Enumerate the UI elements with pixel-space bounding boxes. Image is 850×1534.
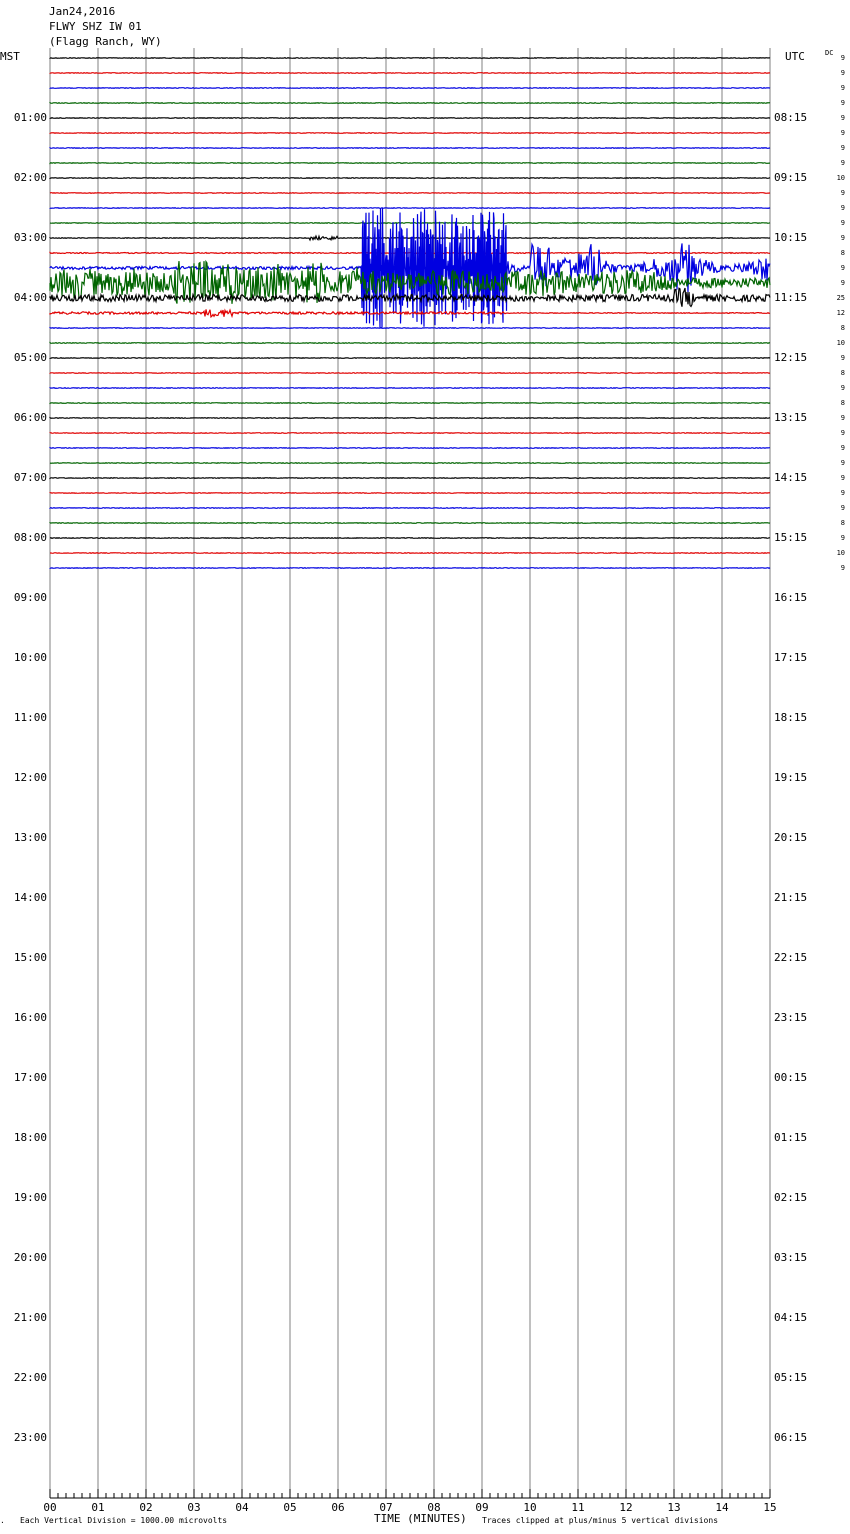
y-left-label: 11:00 xyxy=(13,711,47,724)
y-right-label: 02:15 xyxy=(774,1191,808,1204)
y-right-label: 18:15 xyxy=(774,711,808,724)
trace-line-14 xyxy=(50,208,770,328)
y-right-label: 17:15 xyxy=(774,651,808,664)
trace-line-9 xyxy=(50,193,770,194)
trace-line-4 xyxy=(50,118,770,119)
y-right-label: 21:15 xyxy=(774,891,808,904)
trace-line-26 xyxy=(50,448,770,449)
dc-offset-label: 8 xyxy=(840,369,845,377)
y-left-label: 08:00 xyxy=(13,531,47,544)
trace-line-28 xyxy=(50,478,770,479)
trace-line-3 xyxy=(50,103,770,104)
dc-offset-label: 12 xyxy=(836,309,845,317)
dc-offset-label: 10 xyxy=(836,174,845,182)
y-left-label: 20:00 xyxy=(13,1251,47,1264)
dc-offset-label: 9 xyxy=(840,534,845,542)
dc-offset-label: 8 xyxy=(840,324,845,332)
y-left-label: 17:00 xyxy=(13,1071,47,1084)
y-left-label: 21:00 xyxy=(13,1311,47,1324)
x-tick-label: 14 xyxy=(715,1501,729,1514)
x-tick-label: 00 xyxy=(43,1501,57,1514)
y-left-label: 12:00 xyxy=(13,771,47,784)
dc-offset-label: 9 xyxy=(840,564,845,572)
trace-line-32 xyxy=(50,538,770,539)
dc-offset-label: 10 xyxy=(836,339,845,347)
y-left-label: 22:00 xyxy=(13,1371,47,1384)
x-tick-label: 02 xyxy=(139,1501,153,1514)
trace-line-31 xyxy=(50,523,770,524)
trace-line-19 xyxy=(50,343,770,344)
trace-line-24 xyxy=(50,418,770,419)
y-left-label: 05:00 xyxy=(13,351,47,364)
y-right-label: 12:15 xyxy=(774,351,808,364)
dc-offset-label: 9 xyxy=(840,69,845,77)
y-left-label: 01:00 xyxy=(13,111,47,124)
x-tick-label: 07 xyxy=(379,1501,393,1514)
y-right-label: 13:15 xyxy=(774,411,808,424)
trace-line-1 xyxy=(50,73,770,74)
y-right-label: 20:15 xyxy=(774,831,808,844)
dc-offset-label: 9 xyxy=(840,384,845,392)
dc-offset-label: 9 xyxy=(840,414,845,422)
dc-offset-label: 9 xyxy=(840,144,845,152)
y-right-label: 19:15 xyxy=(774,771,808,784)
x-tick-label: 08 xyxy=(427,1501,441,1514)
dc-offset-label: 9 xyxy=(840,459,845,467)
dc-title: DC xyxy=(825,49,834,57)
y-left-label: 19:00 xyxy=(13,1191,47,1204)
trace-line-21 xyxy=(50,373,770,374)
y-left-label: 04:00 xyxy=(13,291,47,304)
trace-line-25 xyxy=(50,433,770,434)
y-left-label: 16:00 xyxy=(13,1011,47,1024)
trace-line-27 xyxy=(50,463,770,464)
y-left-label: 10:00 xyxy=(13,651,47,664)
trace-line-16 xyxy=(50,288,770,307)
trace-line-29 xyxy=(50,493,770,494)
y-left-label: 06:00 xyxy=(13,411,47,424)
y-right-label: 10:15 xyxy=(774,231,808,244)
x-tick-label: 09 xyxy=(475,1501,489,1514)
trace-line-17 xyxy=(50,309,770,317)
y-right-label: 03:15 xyxy=(774,1251,808,1264)
x-tick-label: 01 xyxy=(91,1501,105,1514)
x-tick-label: 03 xyxy=(187,1501,201,1514)
y-left-label: 15:00 xyxy=(13,951,47,964)
x-tick-label: 13 xyxy=(667,1501,681,1514)
trace-line-13 xyxy=(50,253,770,254)
trace-line-0 xyxy=(50,58,770,59)
trace-line-22 xyxy=(50,388,770,389)
y-right-label: 16:15 xyxy=(774,591,808,604)
x-tick-label: 15 xyxy=(763,1501,777,1514)
dc-offset-label: 8 xyxy=(840,519,845,527)
left-axis-title: MST xyxy=(0,50,20,63)
trace-line-34 xyxy=(50,568,770,569)
right-axis-title: UTC xyxy=(785,50,805,63)
dc-offset-label: 9 xyxy=(840,129,845,137)
dc-offset-label: 9 xyxy=(840,474,845,482)
dc-offset-label: 9 xyxy=(840,99,845,107)
y-left-label: 13:00 xyxy=(13,831,47,844)
y-right-label: 09:15 xyxy=(774,171,808,184)
trace-line-7 xyxy=(50,163,770,164)
dc-offset-label: 9 xyxy=(840,219,845,227)
dc-offset-label: 10 xyxy=(836,549,845,557)
y-right-label: 06:15 xyxy=(774,1431,808,1444)
y-right-label: 22:15 xyxy=(774,951,808,964)
dc-offset-label: 9 xyxy=(840,84,845,92)
y-left-label: 14:00 xyxy=(13,891,47,904)
dc-offset-label: 9 xyxy=(840,429,845,437)
dc-offset-label: 9 xyxy=(840,279,845,287)
trace-line-11 xyxy=(50,223,770,224)
y-right-label: 15:15 xyxy=(774,531,808,544)
x-tick-label: 04 xyxy=(235,1501,249,1514)
x-tick-label: 10 xyxy=(523,1501,537,1514)
y-right-label: 05:15 xyxy=(774,1371,808,1384)
y-left-label: 18:00 xyxy=(13,1131,47,1144)
trace-line-6 xyxy=(50,148,770,149)
x-tick-label: 06 xyxy=(331,1501,345,1514)
y-left-label: 07:00 xyxy=(13,471,47,484)
dc-offset-label: 9 xyxy=(840,204,845,212)
y-right-label: 11:15 xyxy=(774,291,808,304)
trace-line-33 xyxy=(50,553,770,554)
y-right-label: 08:15 xyxy=(774,111,808,124)
x-axis-label: TIME (MINUTES) xyxy=(374,1512,467,1525)
y-right-label: 01:15 xyxy=(774,1131,808,1144)
y-right-label: 00:15 xyxy=(774,1071,808,1084)
trace-line-2 xyxy=(50,88,770,89)
y-right-label: 14:15 xyxy=(774,471,808,484)
x-axis xyxy=(50,1489,770,1498)
x-tick-label: 11 xyxy=(571,1501,585,1514)
y-right-label: 04:15 xyxy=(774,1311,808,1324)
station-name: FLWY SHZ IW 01 xyxy=(49,20,142,33)
y-left-label: 09:00 xyxy=(13,591,47,604)
dc-offset-label: 8 xyxy=(840,399,845,407)
x-tick-label: 05 xyxy=(283,1501,297,1514)
dc-offset-label: 9 xyxy=(840,354,845,362)
dc-offset-label: 9 xyxy=(840,189,845,197)
y-right-label: 23:15 xyxy=(774,1011,808,1024)
dc-offset-label: 9 xyxy=(840,159,845,167)
chart-date: Jan24,2016 xyxy=(49,5,116,18)
y-left-label: 23:00 xyxy=(13,1431,47,1444)
dc-offset-label: 9 xyxy=(840,264,845,272)
trace-line-23 xyxy=(50,403,770,404)
dc-offset-label: 9 xyxy=(840,114,845,122)
y-left-label: 02:00 xyxy=(13,171,47,184)
clip-note: Traces clipped at plus/minus 5 vertical divisions xyxy=(482,1516,719,1525)
y-left-label: 03:00 xyxy=(13,231,47,244)
footer-mark: . xyxy=(0,1516,5,1525)
dc-offset-label: 9 xyxy=(840,504,845,512)
dc-offset-label: 9 xyxy=(840,54,845,62)
station-location: (Flagg Ranch, WY) xyxy=(49,35,162,48)
x-tick-label: 12 xyxy=(619,1501,633,1514)
trace-line-12 xyxy=(50,236,770,240)
dc-offset-label: 8 xyxy=(840,249,845,257)
trace-line-8 xyxy=(50,178,770,179)
dc-offset-label: 9 xyxy=(840,489,845,497)
dc-offset-label: 9 xyxy=(840,444,845,452)
trace-line-10 xyxy=(50,208,770,209)
trace-line-20 xyxy=(50,358,770,359)
trace-line-5 xyxy=(50,133,770,134)
trace-line-30 xyxy=(50,508,770,509)
dc-offset-label: 25 xyxy=(836,294,845,302)
scale-note: Each Vertical Division = 1000.00 microvolts xyxy=(20,1516,228,1525)
dc-offset-label: 9 xyxy=(840,234,845,242)
trace-line-18 xyxy=(50,328,770,329)
trace-lines xyxy=(50,58,770,569)
